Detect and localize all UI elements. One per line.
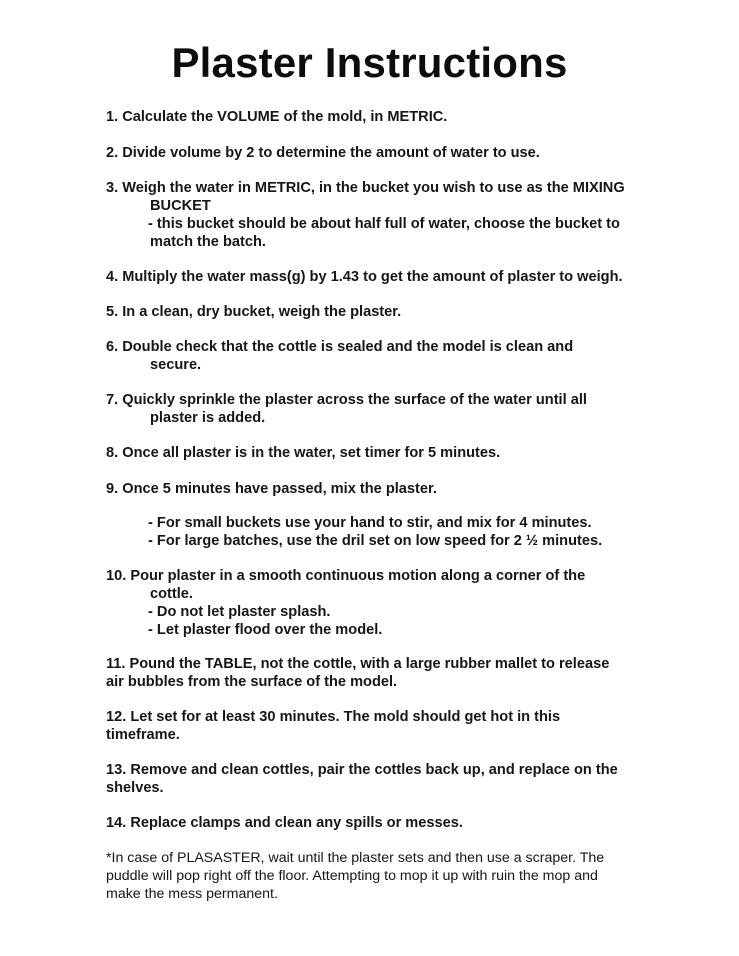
page-title: Plaster Instructions [171,39,568,86]
step-6-line-1: 6. Double check that the cottle is sealed and the model is clean and [106,339,574,355]
step-4: 4. Multiply the water mass(g) by 1.43 to get the amount of plaster to weigh. [106,269,623,285]
step-11-line-1: 11. Pound the TABLE, not the cottle, with a large rubber mallet to release [106,656,610,672]
step-11-line-2: air bubbles from the surface of the model. [106,674,398,690]
step-3-line-1: 3. Weigh the water in METRIC, in the bucket you wish to use as the MIXING [106,180,625,196]
note-line-2: puddle will pop right off the floor. Attempting to mop it up with ruin the mop and [106,868,598,884]
step-12-line-2: timeframe. [106,727,180,743]
step-8: 8. Once all plaster is in the water, set timer for 5 minutes. [106,445,501,461]
step-14: 14. Replace clamps and clean any spills or messes. [106,815,463,831]
step-7-line-2: plaster is added. [150,410,266,426]
step-3-line-2: BUCKET [150,198,211,214]
step-10-line-3: - Do not let plaster splash. [148,604,331,620]
note-line-3: make the mess permanent. [106,886,278,902]
step-2: 2. Divide volume by 2 to determine the amount of water to use. [106,145,540,161]
step-5: 5. In a clean, dry bucket, weigh the plaster. [106,304,402,320]
step-9: 9. Once 5 minutes have passed, mix the plaster. [106,481,437,497]
step-10-line-2: cottle. [150,586,193,602]
step-1: 1. Calculate the VOLUME of the mold, in METRIC. [106,109,448,125]
step-3-line-3: - this bucket should be about half full of water, choose the bucket to [148,216,620,232]
step-10-line-1: 10. Pour plaster in a smooth continuous motion along a corner of the [106,568,586,584]
step-9-small-buckets: - For small buckets use your hand to stir, and mix for 4 minutes. [148,515,592,531]
step-6-line-2: secure. [150,357,202,373]
note-line-1: *In case of PLASASTER, wait until the plaster sets and then use a scraper. The [106,850,605,866]
step-9-large-batches: - For large batches, use the dril set on low speed for 2 ½ minutes. [148,533,603,549]
step-3-line-4: match the batch. [150,234,266,250]
step-10-line-4: - Let plaster flood over the model. [148,622,383,638]
step-13-line-1: 13. Remove and clean cottles, pair the cottles back up, and replace on the [106,762,618,778]
step-13-line-2: shelves. [106,780,164,796]
step-12-line-1: 12. Let set for at least 30 minutes. The mold should get hot in this [106,709,561,725]
step-7-line-1: 7. Quickly sprinkle the plaster across the surface of the water until all [106,392,587,408]
